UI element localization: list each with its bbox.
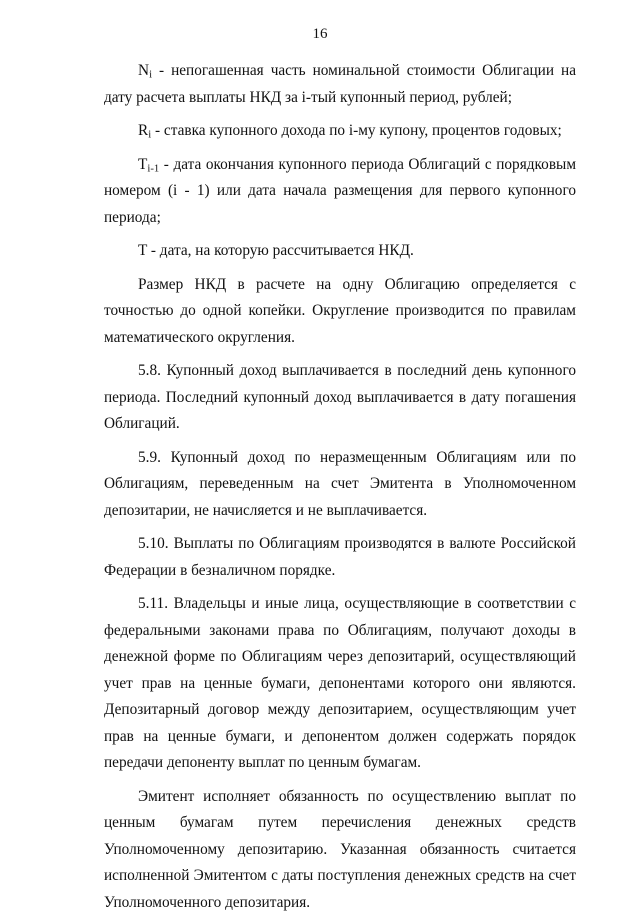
document-body — [104, 58, 576, 916]
paragraph-5-8: 5.8. Купонный доход выплачивается в последний день купонного периода. Последний купонный доход выплачивается в дату погашения Облигаций. — [104, 358, 576, 438]
symbol-n-subscript: i — [149, 69, 152, 81]
definition-r-text: - ставка купонного дохода по i-му купону, процентов годовых; — [151, 122, 562, 139]
definition-t-date: T - дата, на которую рассчитывается НКД. — [104, 238, 576, 265]
definition-t — [104, 152, 576, 232]
definition-t-text: - дата окончания купонного периода Облигаций с порядковым номером (i - 1) или дата начала размещения для первого купонного периода; — [104, 156, 576, 226]
paragraph-5-11: 5.11. Владельцы и иные лица, осуществляющие в соответствии с федеральными законами права по Облигациям, получают доходы в денежной форме по Облигациям через депозитарий, осуществляющий учет прав на ценные бумаги, депонентами которого они являются. Депозитарный договор между депозитарием, осуществляющим учет прав на ценные бумаги, и депонентом должен содержать порядок передачи депоненту выплат по ценным бумагам. — [104, 591, 576, 777]
paragraph-rounding: Размер НКД в расчете на одну Облигацию определяется с точностью до одной копейки. Округление производится по правилам математического округления. — [104, 272, 576, 352]
symbol-r-subscript: i — [148, 129, 151, 141]
symbol-t-subscript: i-1 — [147, 162, 159, 174]
definition-r — [104, 118, 576, 145]
page-number: 16 — [0, 26, 640, 43]
symbol-n: N — [138, 62, 149, 79]
paragraph-issuer-obligation: Эмитент исполняет обязанность по осуществлению выплат по ценным бумагам путем перечисления денежных средств Уполномоченному депозитарию. Указанная обязанность считается исполненной Эмитентом с даты поступления денежных средств на счет Уполномоченного депозитария. — [104, 784, 576, 916]
paragraph-5-10: 5.10. Выплаты по Облигациям производятся в валюте Российской Федерации в безналичном порядке. — [104, 531, 576, 584]
definition-n — [104, 58, 576, 111]
definition-n-text: - непогашенная часть номинальной стоимости Облигации на дату расчета выплаты НКД за i-тый купонный период, рублей; — [104, 62, 576, 106]
symbol-r: R — [138, 122, 148, 139]
paragraph-5-9: 5.9. Купонный доход по неразмещенным Облигациям или по Облигациям, переведенным на счет Эмитента в Уполномоченном депозитарии, не начисляется и не выплачивается. — [104, 445, 576, 525]
symbol-t: T — [138, 156, 147, 173]
